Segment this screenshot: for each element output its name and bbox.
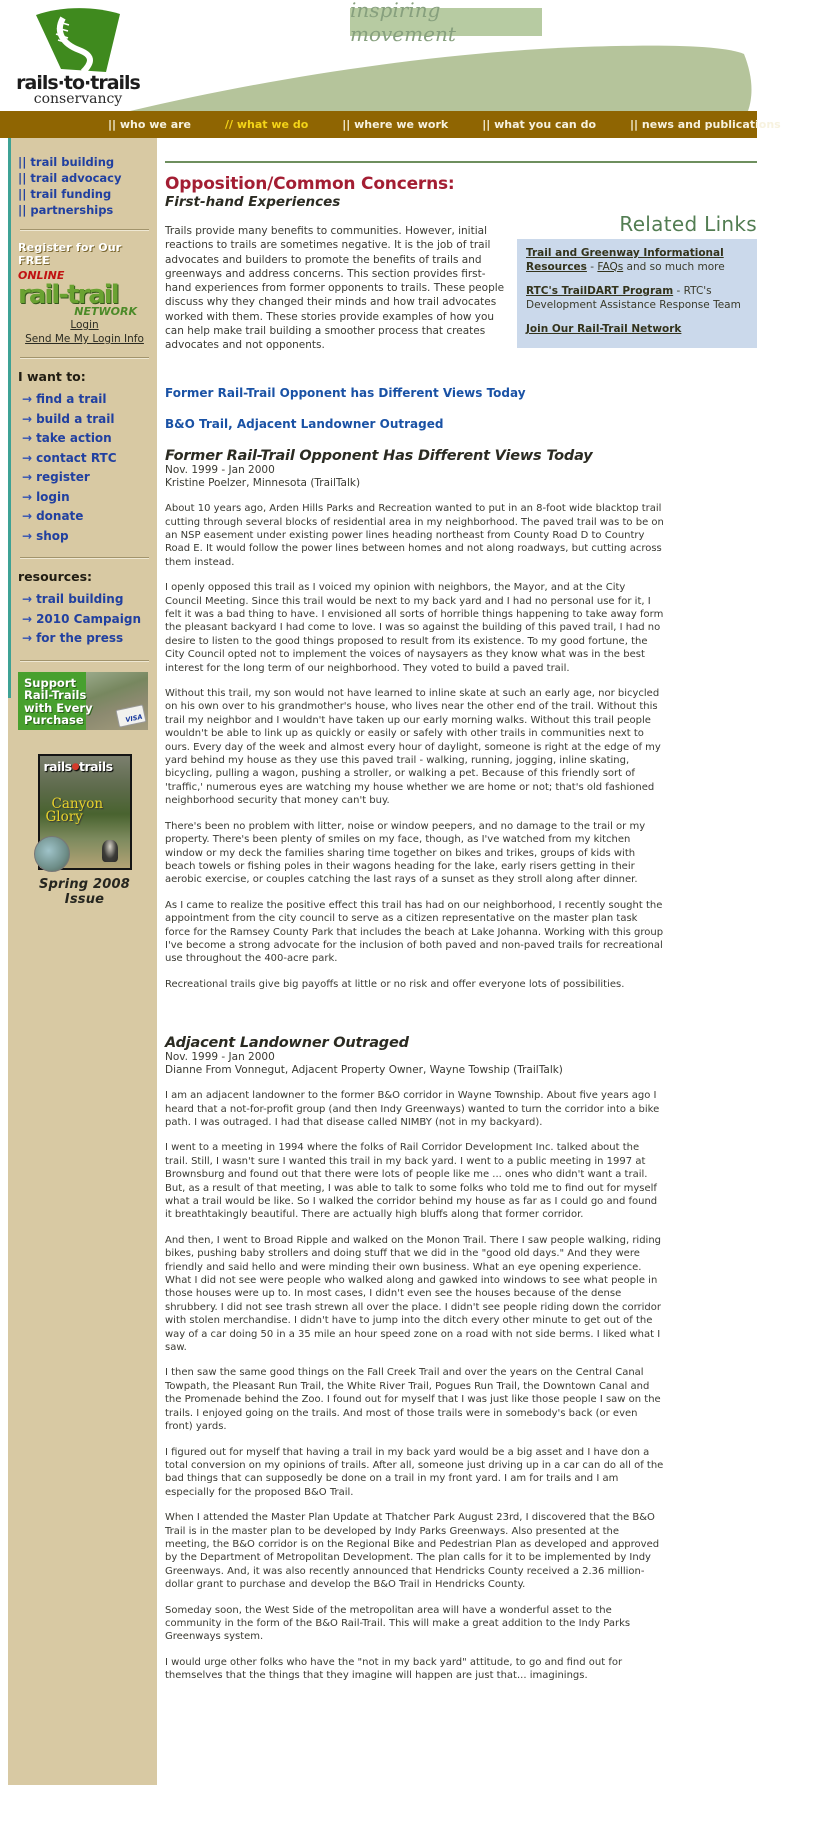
page-title: Opposition/Common Concerns: <box>165 174 455 194</box>
red-dot-icon: ● <box>71 761 79 772</box>
sidebar-item-login[interactable]: → login <box>18 488 151 508</box>
article-byline: Dianne From Vonnegut, Adjacent Property Owner, Wayne Towship (TrailTalk) <box>165 1064 563 1077</box>
article-paragraph: There's been no problem with litter, noise or window peepers, and no damage to the trail or my property. There's been plenty of smiles on my face, though, as I've watched from my kitchen window or my deck the families sharing time together on bikes and trikes, groups of kids with beach towels or fishing poles in their wagons heading for the lake, early risers getting in their aerobic exercise, or couples catching the last rays of a sunset as they stroll along after dinner. <box>165 820 646 886</box>
article-heading: Former Rail-Trail Opponent Has Different Views Today <box>165 448 593 465</box>
nav-where-we-work[interactable]: || where we work <box>342 118 449 131</box>
banner-text: Support Rail-Trails with Every Purchase <box>24 675 93 727</box>
sidebar <box>8 138 157 1785</box>
magazine-issue-caption: Spring 2008 Issue <box>38 876 130 907</box>
arrow-icon: → <box>22 631 33 645</box>
sidebar-item-take-action[interactable]: → take action <box>18 429 151 449</box>
arrow-icon: → <box>22 392 33 406</box>
sidebar-item-for-the-press[interactable]: → for the press <box>18 629 151 649</box>
article-toc <box>165 363 757 431</box>
arrow-icon: → <box>22 431 33 445</box>
rtc-logo-icon <box>33 8 123 74</box>
visa-card-graphic: VISA <box>115 704 146 727</box>
toc-link-bo-trail[interactable]: B&O Trail, Adjacent Landowner Outraged <box>165 417 444 432</box>
article-byline: Kristine Poelzer, Minnesota (TrailTalk) <box>165 477 361 490</box>
nav-who-we-are[interactable]: || who we are <box>108 118 192 131</box>
sidebar-item-resources-trail-building[interactable]: → trail building <box>18 590 151 610</box>
page-subtitle: First-hand Experiences <box>165 194 341 210</box>
sidebar-item-2010-campaign[interactable]: → 2010 Campaign <box>18 610 151 630</box>
cyclist-photo <box>102 840 118 862</box>
hill-graphic <box>130 44 763 111</box>
related-link-item: RTC's TrailDART Program - RTC's Development Assistance Response Team <box>526 285 741 311</box>
register-network-block[interactable] <box>18 241 151 346</box>
i-want-to-list <box>18 390 151 546</box>
logo-subtext: conservancy <box>33 91 123 107</box>
rtc-logo[interactable] <box>8 6 148 106</box>
arrow-icon: → <box>22 411 33 426</box>
related-links-box <box>517 239 757 348</box>
divider <box>20 357 149 359</box>
related-link-faqs[interactable]: FAQs <box>597 260 624 273</box>
support-rail-trails-banner[interactable] <box>18 672 148 730</box>
magazine-cover-title: Canyon Glory <box>45 795 104 825</box>
sidebar-item-donate[interactable]: → donate <box>18 507 151 527</box>
tagline: inspiring movement <box>350 8 542 36</box>
related-link-traildart[interactable]: RTC's TrailDART Program <box>526 285 674 297</box>
login-link[interactable]: Login <box>70 319 99 331</box>
nav-what-you-can-do[interactable]: || what you can do <box>482 118 597 131</box>
article-date: Nov. 1999 - Jan 2000 <box>165 1051 275 1064</box>
article-adjacent-landowner <box>165 1035 757 1682</box>
magazine-cover[interactable] <box>38 754 132 870</box>
magazine-masthead: rails●trails <box>43 758 113 774</box>
arrow-icon: → <box>22 450 33 465</box>
related-links-panel <box>517 212 757 348</box>
nav-news-publications[interactable]: || news and publications <box>630 118 781 131</box>
article-paragraph: Someday soon, the West Side of the metropolitan area will have a wonderful asset to the community in the form of the B&O Rail-Trail. This will make a great addition to the Indy Parks Greenways system. <box>165 1604 631 1643</box>
article-paragraph: I openly opposed this trail as I voiced my opinion with neighbors, the Mayor, and at the City Council Meeting. Since this trail would be next to my back yard and I had no personal use for it, I felt it was a bad thing to have. I envisioned all sorts of horrible things happening to take away form the pleasant backyard I had come to love. I was so against the building of this paved trail, I had no desire to listen to the good things proposed to result from its existence. To my good fortune, the City Council opted not to implement the voices of naysayers as they know what was in the best interest for the long term of our neighborhood. They voted to build a paved trail. <box>165 582 664 674</box>
article-paragraph: When I attended the Master Plan Update at Thatcher Park August 23rd, I discovered that the B&O Trail is in the master plan to be developed by Indy Parks Greenways. Also presented at the meeting, the B&O corridor is on the Regional Bike and Pedestrian Plan as developed and approved by the Department of Metropolitan Development. The plan calls for it to be implemented by Indy Greenways. And, it was also recently announced that Hendricks County received a 2.36 million-dollar grant to purchase and develop the B&O Trail in Hendricks County. <box>165 1512 660 1591</box>
sidebar-item-build-a-trail[interactable]: → build a trail <box>18 410 151 430</box>
article-paragraph: And then, I went to Broad Ripple and walked on the Monon Trail. There I saw people walking, riding bikes, pushing baby strollers and doing stuff that we did in the "good old days." And they were friendly and said hello and were minding their own business. What an eye opening experience. What I did not see were people who walked along and gawked into windows to see what people in those houses were up to. In most cases, I didn't even see the houses because of the dense shrubbery. I did not see trash strewn all over the place. I didn't see people riding down the corridor with stolen merchandise. I didn't have to jump into the ditch every other minute to get out of the way of a car doing 50 in a 35 mile an hour speed zone on a road with not side berms. I liked what I saw. <box>165 1234 662 1354</box>
article-heading: Adjacent Landowner Outraged <box>165 1035 409 1052</box>
arrow-icon: → <box>22 528 33 543</box>
article-paragraph: I would urge other folks who have the "not in my back yard" attitude, to go and find out for themselves that the things that they imagine will happen are just that... imaginings. <box>165 1656 623 1682</box>
sidebar-item-find-a-trail[interactable]: → find a trail <box>18 390 151 410</box>
article-paragraph: As I came to realize the positive effect this trail has had on our neighborhood, I recently sought the appointment from the city council to serve as a citizen representative on the master plan task force for the Ramsey County Park that includes the beach at Lake Johanna. Working with this group I've become a strong advocate for the inclusion of both paved and non-paved trails for recreational use throughout the 400-acre park. <box>165 899 664 965</box>
rail-trail-wordmark: rail-trail <box>18 280 118 310</box>
main-content <box>165 148 757 1683</box>
divider <box>20 557 149 559</box>
related-links-title: Related Links <box>619 212 757 236</box>
article-paragraph: Without this trail, my son would not have learned to inline skate at such an early age, nor bicycled on his own over to his grandmother's house, who lives near the other end of the trail. Without this trail my neighbor and I wouldn't have taken up our early morning walks. Without this trail people wouldn't be able to link up as quickly or easily or safely with other trails in communities next to ours. Every day of the week and almost every hour of daylight, someone is right at the edge of my yard behind my house as they use this paved trail - walking, running, jogging, inline skating, bicycling, pulling a wagon, pushing a stroller, or walking a pet. Because of this friendly sort of 'traffic,' numerous eyes are watching my house whether we are home or not; that's old fashioned neighborhood security that money can't buy. <box>165 688 661 807</box>
article-date: Nov. 1999 - Jan 2000 <box>165 464 275 477</box>
divider <box>20 660 149 662</box>
article-former-opponent <box>165 448 757 991</box>
network-label: NETWORK <box>74 305 137 318</box>
arrow-icon: → <box>22 509 33 523</box>
sidebar-item-trail-building[interactable]: || trail building <box>18 155 115 169</box>
intro-paragraph: Trails provide many benefits to communities. However, initial reactions to trails are sometimes negative. It is the job of trail advocates and builders to promote the benefits of trails and greenways and address concerns. This section provides first-hand experiences from former opponents to trails. These people discuss why they changed their minds and how trail advocates worked with them. These stories provide examples of how you can help make trail building a smoother process that creates advocates and not opponents. <box>165 225 505 352</box>
related-link-item: Trail and Greenway Informational Resources - FAQs and so much more <box>526 247 725 273</box>
arrow-icon: → <box>22 611 33 626</box>
article-paragraph: I am an adjacent landowner to the former B&O corridor in Wayne Township. About five years ago I heard that a not-for-profit group (and then Indy Greenways) wanted to turn the corridor into a bike path. I was outraged. I had that disease called NIMBY (not in my backyard). <box>165 1090 660 1128</box>
arrow-icon: → <box>22 470 33 484</box>
main-nav <box>0 111 781 138</box>
nav-what-we-do[interactable]: // what we do <box>225 118 309 131</box>
related-link-item <box>526 323 748 337</box>
article-paragraph: I then saw the same good things on the Fall Creek Trail and over the years on the Central Canal Towpath, the Pleasant Run Trail, the White River Trail, Pogues Run Trail, the Downtown Canal and the Promenade behind the Zoo. I found out for myself that I was just like those people I saw on the trails. I enjoyed going on the trails. And most of those trails were in somebody's back (or even front) yards. <box>165 1367 661 1433</box>
sidebar-item-contact-rtc[interactable]: → contact RTC <box>18 449 151 469</box>
send-login-info-link[interactable]: Send Me My Login Info <box>25 333 144 345</box>
toc-link-former-opponent[interactable]: Former Rail-Trail Opponent has Different Views Today <box>165 386 526 401</box>
arrow-icon: → <box>22 592 33 606</box>
resources-list <box>18 590 151 649</box>
related-link-trail-greenway-resources[interactable]: Trail and Greenway Informational Resources <box>526 247 724 273</box>
resources-title: resources: <box>18 569 93 584</box>
sidebar-item-trail-funding[interactable]: || trail funding <box>18 187 112 201</box>
sidebar-item-partnerships[interactable]: || partnerships <box>18 203 114 217</box>
related-link-join-network[interactable]: Join Our Rail-Trail Network <box>526 323 682 335</box>
sidebar-section-links <box>18 154 151 218</box>
logo-wordmark: rails·to·trails <box>16 72 140 94</box>
article-paragraph: Recreational trails give big payoffs at little or no risk and offer everyone lots of possibilities. <box>165 978 625 990</box>
online-label: ONLINE <box>18 269 65 282</box>
i-want-to-title: I want to: <box>18 369 86 384</box>
content-top-rule <box>165 161 757 163</box>
arrow-icon: → <box>22 489 33 504</box>
divider <box>20 229 149 231</box>
register-free-label: Register for Our FREE <box>18 241 122 267</box>
sidebar-item-shop[interactable]: → shop <box>18 527 151 547</box>
article-paragraph: I went to a meeting in 1994 where the folks of Rail Corridor Development Inc. talked about the trail. Still, I wasn't sure I wanted this trail in my back yard. I went to a public meeting in 1997 at Brownsburg and found out that there were lots of people like me ... ones who didn't want a trail. But, as a result of that meeting, I was able to talk to some folks who told me to find out for myself what a trail would be like. So I walked the corridor behind my house as far as I could go and found it breathtakingly beautiful. There are actually high bluffs along that former corridor. <box>165 1142 658 1221</box>
cover-inset-photo <box>34 836 70 872</box>
article-paragraph: About 10 years ago, Arden Hills Parks and Recreation wanted to put in an 8-foot wide blacktop trail cutting through several blocks of residential area in my neighborhood. The paved trail was to be on an NSP easement under existing power lines heading northeast from County Road D to Country Road E. It would follow the power lines between homes and not along roadways, but cutting across them instead. <box>165 503 664 568</box>
sidebar-item-trail-advocacy[interactable]: || trail advocacy <box>18 171 122 185</box>
sidebar-item-register[interactable]: → register <box>18 468 151 488</box>
article-paragraph: I figured out for myself that having a trail in my back yard would be a big asset and I have don a total conversion on my opinions of trails. After all, someone just driving up in a car can do all of the bad things that can supposedly be done on a trail in my front yard. I am for trails and I am especially for the proposed B&O Trail. <box>165 1446 664 1498</box>
